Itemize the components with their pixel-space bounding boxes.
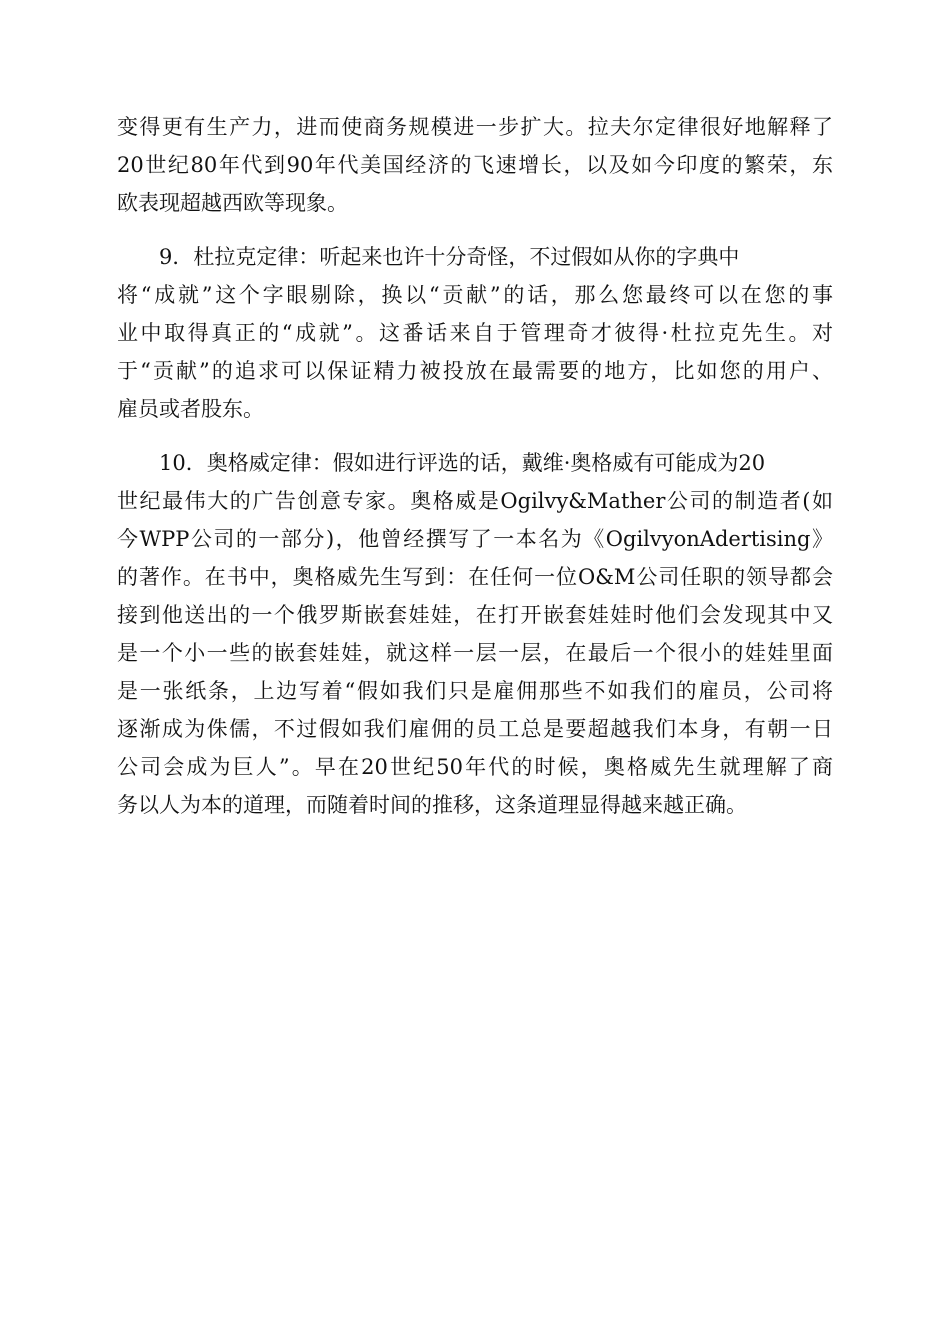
document-body [117,108,833,824]
text-line: 10．奥格威定律：假如进行评选的话，戴维·奥格威有可能成为20 [159,451,766,475]
text-line: 业中取得真正的“成就”。这番话来自于管理奇才彼得·杜拉克先生。对 [117,321,833,345]
text-line: 将“成就”这个字眼剔除，换以“贡献”的话，那么您最终可以在您的事 [117,283,833,307]
text-line: 务以人为本的道理，而随着时间的推移，这条道理显得越来越正确。 [117,793,747,817]
text-line: 于“贡献”的追求可以保证精力被投放在最需要的地方，比如您的用户、 [117,359,833,383]
text-line: 接到他送出的一个俄罗斯嵌套娃娃，在打开嵌套娃娃时他们会发现其中又 [117,603,833,627]
paragraph-gap [117,428,833,444]
text-line: 公司会成为巨人”。早在20世纪50年代的时候，奥格威先生就理解了商 [117,755,833,779]
text-line: 欧表现超越西欧等现象。 [117,191,348,215]
text-line: 逐渐成为侏儒，不过假如我们雇佣的员工总是要超越我们本身，有朝一日 [117,717,833,741]
text-line: 9．杜拉克定律：听起来也许十分奇怪，不过假如从你的字典中 [159,245,740,269]
text-line: 的著作。在书中，奥格威先生写到：在任何一位O&M公司任职的领导都会 [117,565,833,589]
paragraph-ogilvy-law [117,444,833,824]
text-line: 变得更有生产力，进而使商务规模进一步扩大。拉夫尔定律很好地解释了 [117,115,833,139]
paragraph-ravel-law-continued [117,108,833,222]
text-line: 雇员或者股东。 [117,397,264,421]
text-line: 是一个小一些的嵌套娃娃，就这样一层一层，在最后一个很小的娃娃里面 [117,641,833,665]
text-line: 20世纪80年代到90年代美国经济的飞速增长，以及如今印度的繁荣，东 [117,153,833,177]
paragraph-gap [117,222,833,238]
text-line: 今WPP公司的一部分)，他曾经撰写了一本名为《OgilvyonAdertising》 [117,527,833,551]
text-line: 世纪最伟大的广告创意专家。奥格威是Ogilvy&Mather公司的制造者(如 [117,489,833,513]
paragraph-drucker-law [117,238,833,428]
text-line: 是一张纸条，上边写着“假如我们只是雇佣那些不如我们的雇员，公司将 [117,679,833,703]
